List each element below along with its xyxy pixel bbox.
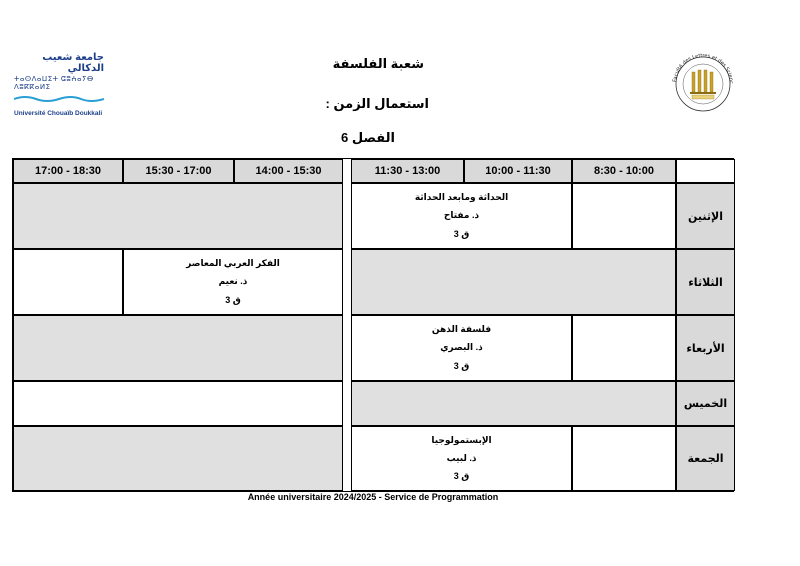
empty-slot — [351, 249, 676, 315]
course-name: الإبستمولوجيا — [431, 434, 492, 445]
day-label-monday: الإثنين — [676, 183, 735, 249]
day-label-friday: الجمعة — [676, 426, 735, 491]
time-slot-header: 17:00 - 18:30 — [13, 159, 123, 183]
empty-slot — [572, 183, 676, 249]
empty-slot — [13, 183, 343, 249]
room-label: ق 3 — [453, 361, 470, 372]
timetable — [12, 158, 734, 492]
professor-name: ذ. لبيب — [446, 452, 477, 463]
university-latin-name: Université Chouaïb Doukkali — [14, 110, 103, 117]
university-logo — [14, 52, 104, 117]
time-slot-header: 8:30 - 10:00 — [572, 159, 676, 183]
empty-slot — [13, 381, 343, 426]
department-title: شعبة الفلسفة — [332, 56, 424, 71]
empty-slot — [572, 315, 676, 381]
session-friday — [351, 426, 572, 491]
time-slot-header: 11:30 - 13:00 — [351, 159, 464, 183]
session-tuesday — [123, 249, 343, 315]
room-label: ق 3 — [453, 229, 470, 240]
empty-slot — [572, 426, 676, 491]
professor-name: ذ. البصري — [440, 342, 483, 353]
professor-name: ذ. مفتاح — [443, 210, 480, 221]
empty-slot — [351, 381, 676, 426]
course-name: فلسفة الذهن — [431, 323, 492, 334]
session-monday — [351, 183, 572, 249]
professor-name: ذ. نعيم — [218, 276, 248, 287]
day-label-tuesday: الثلاثاء — [676, 249, 735, 315]
course-name: الحداثة ومابعد الحداثة — [414, 191, 509, 202]
day-label-thursday: الخميس — [676, 381, 735, 426]
university-tifinagh-name: ⵜⴰⵙⴷⴰⵡⵉⵜ ⵛⵓⵄⴰⵢⴱ ⴷⵓⴽⴽⴰⵍⵉ — [14, 76, 94, 91]
time-slot-header: 15:30 - 17:00 — [123, 159, 234, 183]
time-slot-header: 14:00 - 15:30 — [234, 159, 343, 183]
faculty-logo — [668, 50, 738, 112]
university-arabic-name: جامعة شعيب الدكالي — [42, 52, 104, 74]
empty-slot — [13, 315, 343, 381]
room-label: ق 3 — [225, 295, 241, 306]
empty-slot — [13, 426, 343, 491]
faculty-arc-text: Faculté des Lettres et des Scienc — [672, 52, 735, 84]
corner-cell — [676, 159, 735, 183]
session-wednesday — [351, 315, 572, 381]
time-slot-header: 10:00 - 11:30 — [464, 159, 572, 183]
empty-slot — [13, 249, 123, 315]
semester-label: الفصل 6 — [341, 130, 395, 145]
wave-icon — [14, 95, 104, 103]
faculty-emblem-icon — [668, 50, 738, 112]
room-label: ق 3 — [453, 471, 470, 482]
footer-text: Année universitaire 2024/2025 - Service de Programmation — [247, 492, 499, 502]
course-name: الفكر العربي المعاصر — [186, 257, 280, 268]
day-label-wednesday: الأربعاء — [676, 315, 735, 381]
schedule-label: استعمال الزمن : — [325, 96, 429, 111]
